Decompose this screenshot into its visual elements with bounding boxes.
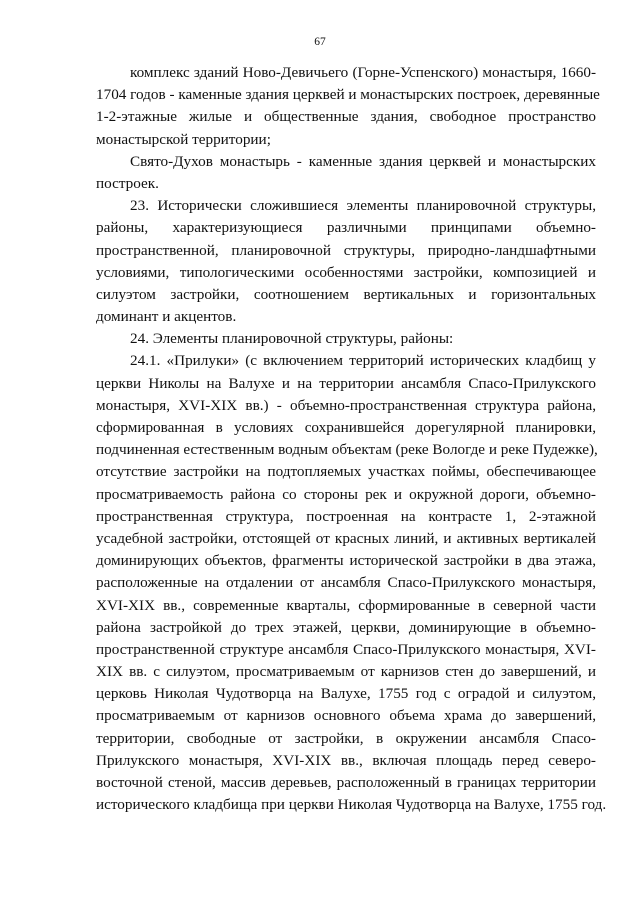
text-line: монастырской территории; — [96, 130, 271, 148]
text-line: просматриваемость района со стороны рек и окружной дороги, объемно- — [96, 485, 596, 503]
document-body-text — [96, 62, 607, 816]
text-line: доминант и акцентов. — [96, 308, 237, 326]
text-line: просматриваемым от карнизов основного объема храма до завершений, — [96, 707, 596, 725]
text-line: 1704 годов - каменные здания церквей и монастырских построек, деревянные — [96, 86, 600, 104]
text-line: доминирующих объектов, фрагменты исторической застройки в два этажа, — [96, 552, 596, 570]
text-line: построек. — [96, 174, 159, 192]
text-line: района застройкой до трех этажей, церкви, доминирующие в объемно- — [96, 618, 596, 636]
text-line: сформированная в условиях сохранившейся дорегулярной планировки, — [96, 419, 596, 436]
text-line: XVI-XIX вв., современные кварталы, сформированные в северной части — [96, 596, 596, 614]
text-line: комплекс зданий Ново-Девичьего (Горне-Успенского) монастыря, 1660- — [130, 64, 596, 81]
text-line: силуэтом застройки, соотношением вертикальных и горизонтальных — [96, 285, 596, 303]
text-line: Прилукского монастыря, XVI-XIX вв., включая площадь перед северо- — [96, 751, 596, 769]
text-line: подчиненная естественным водным объектам (реке Вологде и реке Пудежке), — [96, 441, 598, 459]
text-line: пространственной структуре ансамбля Спасо-Прилукского монастыря, XVI- — [96, 640, 596, 658]
text-line: пространственная структура, построенная на контрасте 1, 2-этажной — [96, 507, 596, 525]
text-line: отсутствие застройки на подтопляемых участках поймы, обеспечивающее — [96, 463, 596, 481]
text-line: исторического кладбища при церкви Николая Чудотворца на Валухе, 1755 год. — [96, 796, 607, 814]
text-line: Свято-Духов монастырь - каменные здания церквей и монастырских — [130, 152, 596, 170]
text-line: церковь Николая Чудотворца на Валухе, 1755 год с оградой и силуэтом, — [96, 685, 596, 703]
text-line: усадебной застройки, отстоящей от красных линий, и активных вертикалей — [96, 529, 596, 547]
text-line: монастыря, XVI-XIX вв.) - объемно-пространственная структура района, — [96, 396, 596, 414]
text-line: восточной стеной, массив деревьев, расположенный в границах территории — [96, 774, 596, 791]
text-line: пространственной, планировочной структуры, природно-ландшафтными — [96, 241, 596, 259]
text-line: XIX вв. с силуэтом, просматриваемым от карнизов стен до завершений, и — [96, 663, 596, 681]
text-line: 23. Исторически сложившиеся элементы планировочной структуры, — [130, 197, 596, 215]
text-line: 1-2-этажные жилые и общественные здания, свободное пространство — [96, 108, 596, 126]
text-line: районы, характеризующиеся различными принципами объемно- — [96, 219, 596, 237]
page-number: 67 — [314, 36, 326, 48]
text-line: церкви Николы на Валухе и на территории ансамбля Спасо-Прилукского — [96, 374, 596, 392]
text-line: 24.1. «Прилуки» (с включением территорий исторических кладбищ у — [130, 352, 596, 370]
text-line: 24. Элементы планировочной структуры, районы: — [130, 330, 454, 348]
text-line: расположенные на отдалении от ансамбля Спасо-Прилукского монастыря, — [96, 574, 596, 592]
text-line: территории, свободные от застройки, в окружении ансамбля Спасо- — [96, 729, 596, 747]
text-line: условиями, типологическими особенностями застройки, композицией и — [96, 263, 596, 281]
